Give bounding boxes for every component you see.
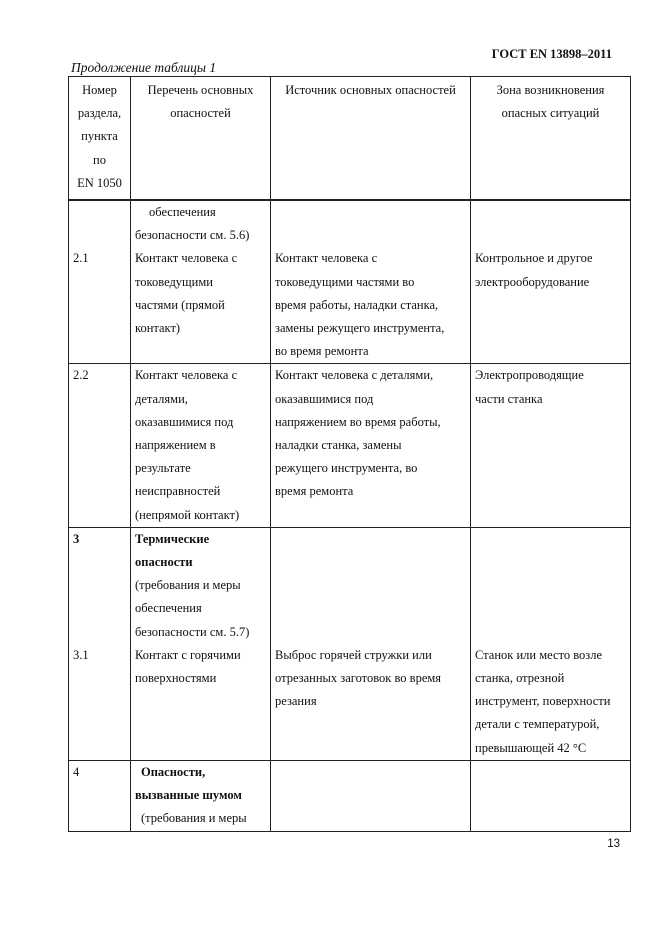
column-header-hazards: Перечень основных опасностей — [131, 77, 271, 201]
cell-hazard: обеспечения безопасности см. 5.6) Контакт человека с токоведущими частями (прямой контакт) — [131, 200, 271, 364]
cell-hazard: Опасности, вызванные шумом (требования и меры — [131, 760, 271, 831]
table-header-row — [69, 77, 631, 201]
cell-number: 3 3.1 — [69, 527, 131, 760]
hazard-table — [68, 76, 631, 832]
cell-number: 4 — [69, 760, 131, 831]
cell-hazard: Контакт человека с деталями, оказавшимися под напряжением в результате неисправностей (непрямой контакт) — [131, 364, 271, 527]
cell-hazard: Термические опасности (требования и меры обеспечения безопасности см. 5.7) Контакт с горячими поверхностями — [131, 527, 271, 760]
cell-source — [271, 760, 471, 831]
table-row-4 — [69, 760, 631, 831]
cell-zone: Контрольное и другое электрооборудование — [471, 200, 631, 364]
cell-zone — [471, 760, 631, 831]
column-header-zone: Зона возникновения опасных ситуаций — [471, 77, 631, 201]
cell-source: Контакт человека с токоведущими частями во время работы, наладки станка, замены режущего инструмента, во время ремонта — [271, 200, 471, 364]
column-header-source: Источник основных опасностей — [271, 77, 471, 201]
column-header-number: Номер раздела, пункта по EN 1050 — [69, 77, 131, 201]
table-caption: Продолжение таблицы 1 — [71, 60, 217, 75]
table-row-2-2 — [69, 364, 631, 527]
table-row-3 — [69, 527, 631, 760]
table-row-2-1 — [69, 200, 631, 364]
cell-source: Контакт человека с деталями, оказавшимися под напряжением во время работы, наладки станка, замены режущего инструмента, во время ремонта — [271, 364, 471, 527]
cell-number: 2.2 — [69, 364, 131, 527]
cell-zone: Электропроводящие части станка — [471, 364, 631, 527]
cell-source: Выброс горячей стружки или отрезанных заготовок во время резания — [271, 527, 471, 760]
cell-zone: Станок или место возле станка, отрезной инструмент, поверхности детали с температурой, превышающей 42 °С — [471, 527, 631, 760]
page-number: 13 — [607, 838, 620, 850]
document-code: ГОСТ EN 13898–2011 — [491, 47, 612, 61]
cell-number: 2.1 — [69, 200, 131, 364]
